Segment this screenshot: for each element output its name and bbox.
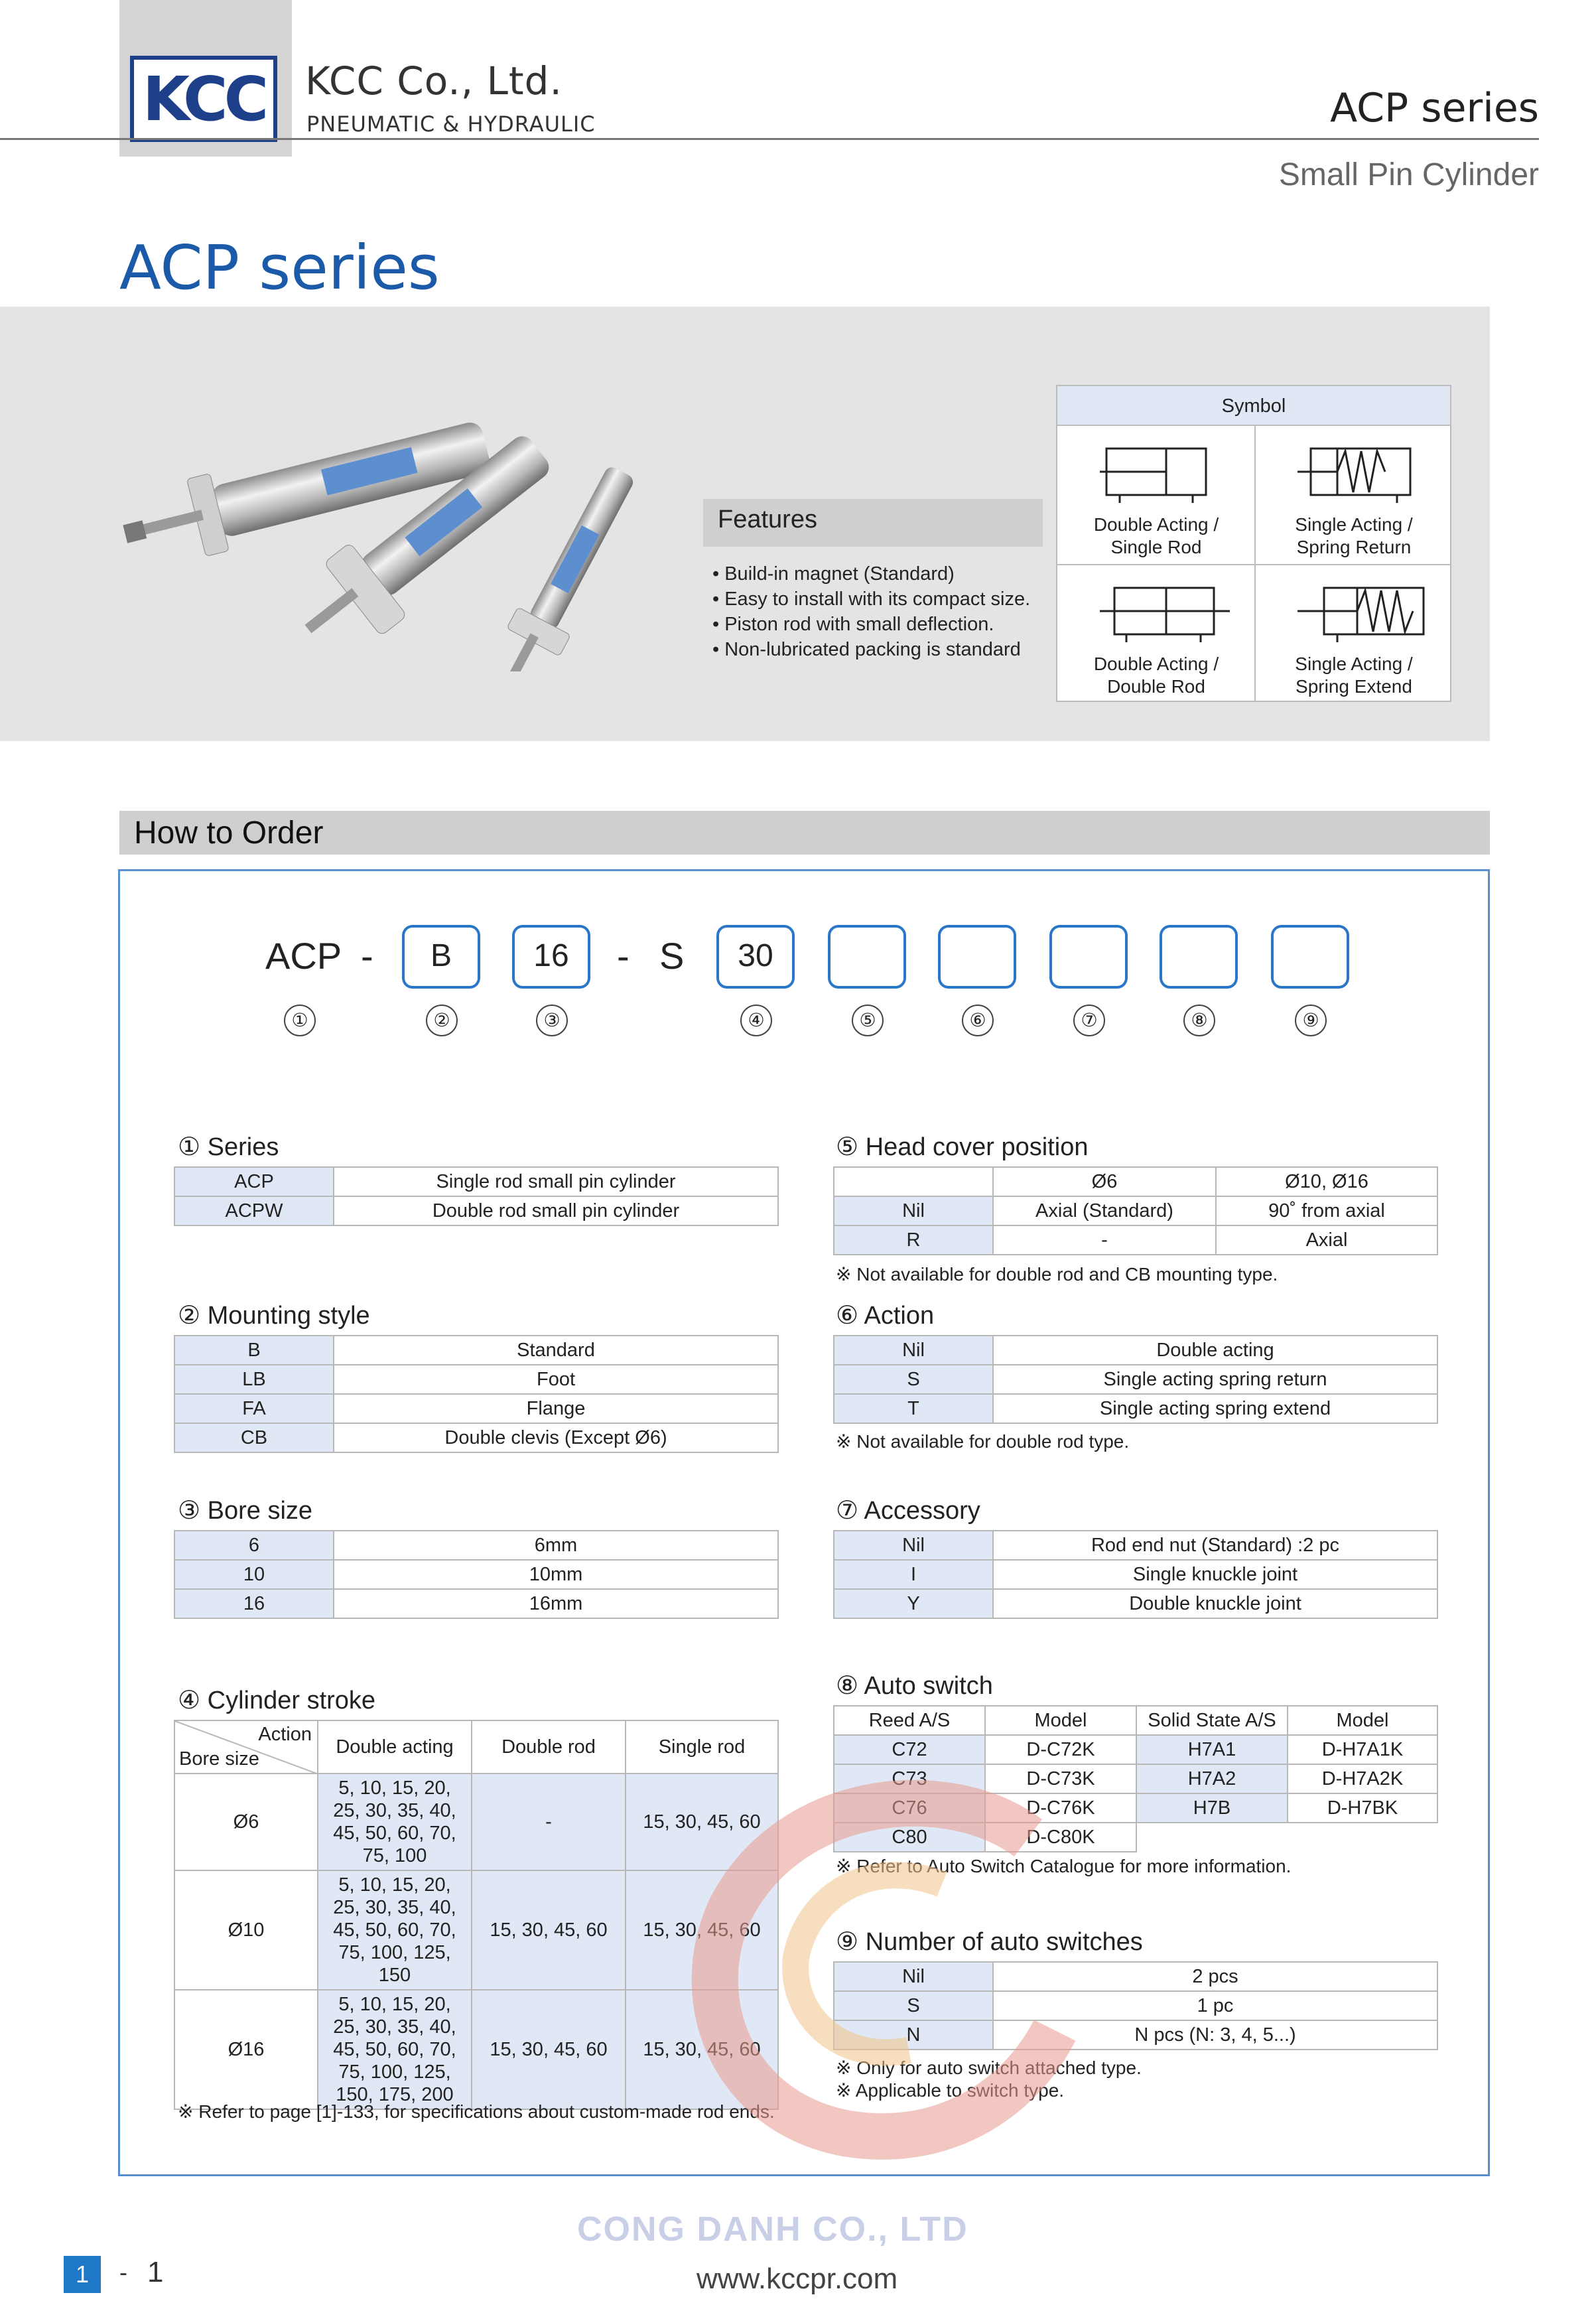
double-acting-single-rod-icon [1100, 445, 1213, 504]
kcc-logo [130, 56, 277, 142]
mounting-table [174, 1335, 779, 1453]
table-empty-cell [1288, 1823, 1437, 1852]
head-cover-note: ※ Not available for double rod and CB mounting type. [836, 1264, 1278, 1285]
num-switches-note: ※ Applicable to switch type. [836, 2080, 1065, 2101]
how-to-order-heading: How to Order [134, 815, 324, 851]
corner-action-label: Action [258, 1724, 312, 1745]
table-row [174, 1531, 778, 1560]
table-cell: S [834, 1991, 993, 2020]
num-switches-title: ⑨ Number of auto switches [836, 1928, 1143, 1956]
table-cell: Ø10 [174, 1870, 318, 1990]
table-cell: I [834, 1560, 993, 1589]
table-cell: H7A1 [1136, 1735, 1288, 1764]
table-row [174, 1167, 778, 1196]
table-cell: Ø16 [174, 1990, 318, 2109]
how-to-order-heading-bar [119, 811, 1490, 855]
auto-switch-title: ⑧ Auto switch [836, 1672, 993, 1700]
mounting-title: ② Mounting style [178, 1302, 370, 1330]
table-cell: C72 [834, 1735, 985, 1764]
symbol-label: Spring Return [1296, 537, 1412, 557]
table-cell: Foot [334, 1365, 778, 1394]
chapter-badge: 1 [64, 2256, 101, 2293]
code-s: S [659, 935, 685, 977]
symbol-double-acting-single-rod [1057, 426, 1255, 564]
stroke-title: ④ Cylinder stroke [178, 1687, 376, 1714]
table-cell: Nil [834, 1196, 993, 1225]
table-header: Model [1288, 1706, 1437, 1735]
single-acting-spring-extend-icon [1297, 584, 1430, 644]
table-cell: D-H7A2K [1288, 1764, 1437, 1793]
table-header [834, 1167, 993, 1196]
table-cell: Single acting spring return [993, 1365, 1437, 1394]
code-mount-box: B [402, 925, 480, 989]
table-cell: 15, 30, 45, 60 [472, 1870, 626, 1990]
code-number: ② [426, 1005, 458, 1036]
table-row [174, 1560, 778, 1589]
table-cell: Single acting spring extend [993, 1394, 1437, 1423]
table-cell: FA [174, 1394, 334, 1423]
table-cell: 6 [174, 1531, 334, 1560]
action-title: ⑥ Action [836, 1302, 935, 1330]
code-number: ⑤ [852, 1005, 884, 1036]
symbol-double-acting-double-rod [1057, 565, 1255, 703]
table-cell: N [834, 2020, 993, 2050]
page-number: 1 [147, 2256, 164, 2288]
corner-bore-label: Bore size [179, 1748, 259, 1770]
double-acting-double-rod-icon [1100, 584, 1232, 644]
table-row [174, 1589, 778, 1618]
logo-text: KCC [142, 63, 265, 135]
code-dash: - [361, 935, 373, 977]
table-row [174, 1336, 778, 1365]
symbol-label: Single Rod [1110, 537, 1202, 557]
action-table [833, 1335, 1438, 1424]
table-row [834, 1167, 1437, 1196]
table-cell: D-C73K [985, 1764, 1136, 1793]
table-header: Single rod [626, 1720, 778, 1774]
table-cell: B [174, 1336, 334, 1365]
table-cell: H7A2 [1136, 1764, 1288, 1793]
feature-item: • Easy to install with its compact size. [712, 587, 1030, 612]
table-cell: 15, 30, 45, 60 [626, 1870, 778, 1990]
table-cell: D-C72K [985, 1735, 1136, 1764]
table-cell: 90˚ from axial [1216, 1196, 1437, 1225]
table-row [834, 1196, 1437, 1225]
table-cell: T [834, 1394, 993, 1423]
table-cell: 15, 30, 45, 60 [472, 1990, 626, 2109]
table-row [834, 1336, 1437, 1365]
page-dash: - [119, 2259, 127, 2286]
code-dash: - [617, 935, 630, 977]
table-cell: LB [174, 1365, 334, 1394]
table-cell: D-C80K [985, 1823, 1136, 1852]
table-cell: 2 pcs [993, 1962, 1437, 1991]
symbol-heading: Symbol [1057, 386, 1450, 426]
code-number: ③ [536, 1005, 568, 1036]
auto-switch-note: ※ Refer to Auto Switch Catalogue for more information. [836, 1856, 1292, 1876]
code-head-cover-box [828, 925, 906, 989]
watermark-logo [657, 1765, 1108, 2176]
accessory-table [833, 1530, 1438, 1619]
symbol-single-acting-spring-extend [1255, 565, 1453, 703]
code-number: ⑨ [1295, 1005, 1327, 1036]
accessory-title: ⑦ Accessory [836, 1497, 980, 1525]
symbol-table [1056, 385, 1451, 702]
table-row [174, 1196, 778, 1225]
code-number: ⑥ [962, 1005, 994, 1036]
page-title: ACP series [119, 232, 440, 303]
table-cell: Double acting [993, 1336, 1437, 1365]
symbol-label: Single Acting / [1295, 654, 1413, 674]
header-subtitle: Small Pin Cylinder [1278, 157, 1539, 192]
feature-item: • Piston rod with small deflection. [712, 612, 1030, 637]
table-header: Ø6 [993, 1167, 1216, 1196]
table-cell: 1 pc [993, 1991, 1437, 2020]
table-row [174, 1423, 778, 1452]
table-row [834, 1560, 1437, 1589]
footer-url[interactable]: www.kccpr.com [697, 2263, 898, 2295]
cylinder-product-image [113, 406, 697, 671]
table-header: Double rod [472, 1720, 626, 1774]
series-table [174, 1166, 779, 1226]
table-cell: 16 [174, 1589, 334, 1618]
code-bore-box: 16 [512, 925, 590, 989]
code-num-switches-box [1271, 925, 1349, 989]
table-row [834, 1394, 1437, 1423]
num-switches-note: ※ Only for auto switch attached type. [836, 2057, 1142, 2078]
table-cell: - [472, 1774, 626, 1870]
table-row [834, 1531, 1437, 1560]
symbol-label: Double Rod [1107, 676, 1205, 697]
table-cell: 5, 10, 15, 20, 25, 30, 35, 40, 45, 50, 60, 70, 75, 100, 125, 150, 175, 200 [318, 1990, 472, 2109]
table-cell: Nil [834, 1531, 993, 1560]
watermark-text: CONG DANH CO., LTD [577, 2210, 968, 2249]
table-cell: Single knuckle joint [993, 1560, 1437, 1589]
stroke-note: ※ Refer to page [1]-133, for specifications about custom-made rod ends. [178, 2101, 775, 2122]
table-header: Solid State A/S [1136, 1706, 1288, 1735]
symbol-label: Spring Extend [1296, 676, 1412, 697]
code-auto-switch-box [1160, 925, 1238, 989]
table-cell: Double rod small pin cylinder [334, 1196, 778, 1225]
table-cell: H7B [1136, 1793, 1288, 1823]
single-acting-spring-return-icon [1297, 445, 1424, 504]
table-cell: 6mm [334, 1531, 778, 1560]
features-heading: Features [703, 499, 1043, 547]
symbol-label: Double Acting / [1093, 654, 1219, 674]
table-cell: C80 [834, 1823, 985, 1852]
table-cell: D-C76K [985, 1793, 1136, 1823]
bore-table [174, 1530, 779, 1619]
table-row [834, 1365, 1437, 1394]
table-row [834, 1735, 1437, 1764]
table-cell: 5, 10, 15, 20, 25, 30, 35, 40, 45, 50, 60, 70, 75, 100 [318, 1774, 472, 1870]
table-header: Model [985, 1706, 1136, 1735]
table-cell: ACP [174, 1167, 334, 1196]
table-cell: 15, 30, 45, 60 [626, 1774, 778, 1870]
table-row [834, 1589, 1437, 1618]
table-row [174, 1365, 778, 1394]
symbol-label: Single Acting / [1295, 514, 1413, 535]
table-cell: Flange [334, 1394, 778, 1423]
table-row [174, 1394, 778, 1423]
table-cell: S [834, 1365, 993, 1394]
header-series: ACP series [1330, 85, 1539, 131]
company-tagline: PNEUMATIC & HYDRAULIC [306, 111, 596, 137]
table-header: Ø10, Ø16 [1216, 1167, 1437, 1196]
symbol-label: Double Acting / [1093, 514, 1219, 535]
code-number: ⑧ [1183, 1005, 1215, 1036]
table-corner-cell [174, 1720, 318, 1774]
table-cell: Single rod small pin cylinder [334, 1167, 778, 1196]
bore-title: ③ Bore size [178, 1497, 313, 1525]
table-cell: D-H7A1K [1288, 1735, 1437, 1764]
head-cover-table [833, 1166, 1438, 1255]
code-stroke-box: 30 [716, 925, 795, 989]
code-number: ① [284, 1005, 316, 1036]
code-action-box [938, 925, 1016, 989]
table-cell: 10mm [334, 1560, 778, 1589]
table-cell: D-H7BK [1288, 1793, 1437, 1823]
table-cell: 16mm [334, 1589, 778, 1618]
table-cell: Double clevis (Except Ø6) [334, 1423, 778, 1452]
header-divider [0, 138, 1539, 140]
table-cell: R [834, 1225, 993, 1255]
head-cover-title: ⑤ Head cover position [836, 1133, 1089, 1161]
company-name: KCC Co., Ltd. [305, 58, 563, 104]
code-accessory-box [1049, 925, 1128, 989]
code-prefix: ACP [265, 935, 342, 977]
table-cell: Nil [834, 1962, 993, 1991]
table-cell: Ø6 [174, 1774, 318, 1870]
table-cell: - [993, 1225, 1216, 1255]
symbol-single-acting-spring-return [1255, 426, 1453, 564]
table-cell: Axial (Standard) [993, 1196, 1216, 1225]
table-empty-cell [1136, 1823, 1288, 1852]
table-cell: 5, 10, 15, 20, 25, 30, 35, 40, 45, 50, 60, 70, 75, 100, 125, 150 [318, 1870, 472, 1990]
table-cell: C76 [834, 1793, 985, 1823]
table-cell: 10 [174, 1560, 334, 1589]
table-cell: Standard [334, 1336, 778, 1365]
table-header: Reed A/S [834, 1706, 985, 1735]
feature-item: • Non-lubricated packing is standard [712, 637, 1030, 662]
table-cell: Y [834, 1589, 993, 1618]
code-number: ④ [740, 1005, 772, 1036]
table-header: Double acting [318, 1720, 472, 1774]
table-cell: C73 [834, 1764, 985, 1793]
table-cell: ACPW [174, 1196, 334, 1225]
table-cell: N pcs (N: 3, 4, 5...) [993, 2020, 1437, 2050]
action-note: ※ Not available for double rod type. [836, 1431, 1130, 1452]
table-row [834, 1225, 1437, 1255]
series-title: ① Series [178, 1133, 279, 1161]
table-cell: Rod end nut (Standard) :2 pc [993, 1531, 1437, 1560]
table-cell: Axial [1216, 1225, 1437, 1255]
code-number: ⑦ [1073, 1005, 1105, 1036]
features-list [712, 561, 1030, 662]
table-cell: 15, 30, 45, 60 [626, 1990, 778, 2109]
feature-item: • Build-in magnet (Standard) [712, 561, 1030, 587]
table-cell: CB [174, 1423, 334, 1452]
table-cell: Nil [834, 1336, 993, 1365]
table-row [834, 1706, 1437, 1735]
table-cell: Double knuckle joint [993, 1589, 1437, 1618]
